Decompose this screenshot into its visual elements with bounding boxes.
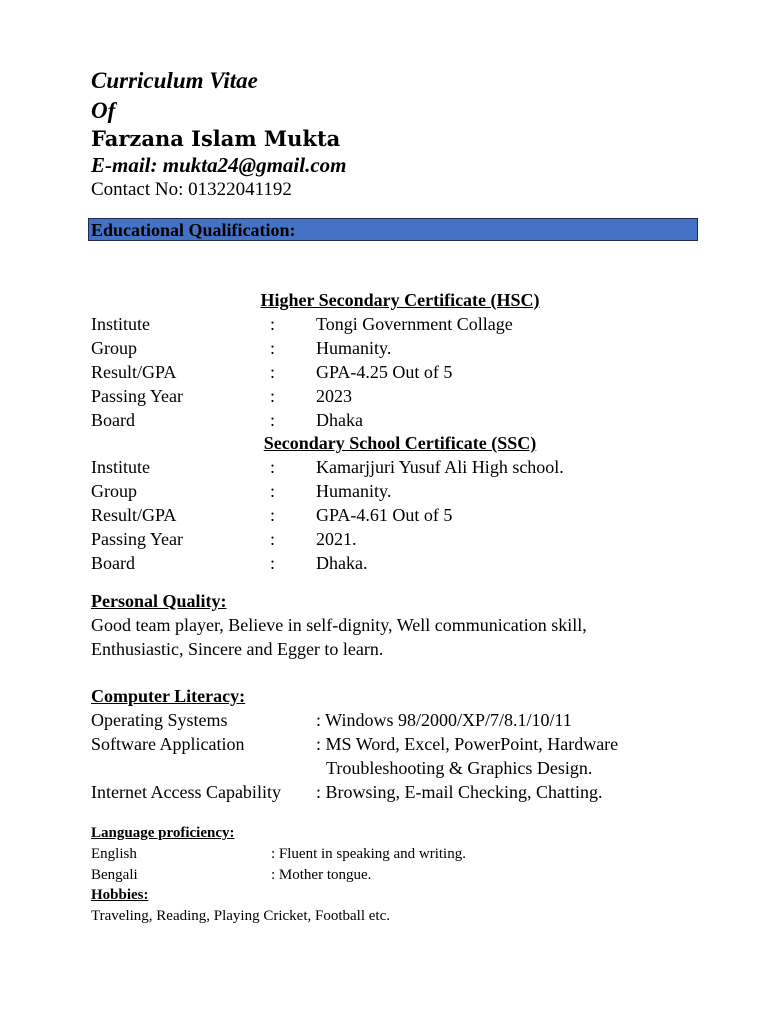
hsc-row-institute [0, 315, 768, 337]
hobbies-text: Traveling, Reading, Playing Cricket, Football etc. [91, 908, 390, 924]
applicant-email: E-mail: mukta24@gmail.com [91, 153, 347, 177]
ssc-label: Result/GPA [91, 505, 177, 525]
ssc-value: Kamarjjuri Yusuf Ali High school. [316, 457, 564, 477]
hsc-label: Group [91, 338, 137, 358]
separator: : [270, 386, 276, 406]
hsc-row-group [0, 339, 768, 361]
ssc-label: Passing Year [91, 529, 184, 549]
ssc-value: 2021. [316, 529, 357, 549]
personal-quality-heading: Personal Quality: [91, 591, 227, 611]
personal-quality-line1: Good team player, Believe in self-dignity, Well communication skill, [91, 615, 587, 635]
language-value: : Fluent in speaking and writing. [271, 846, 466, 862]
separator: : [270, 362, 276, 382]
ssc-row-group [0, 482, 768, 504]
ssc-row-passing-year [0, 530, 768, 552]
separator: : [270, 529, 276, 549]
hsc-value: 2023 [316, 386, 352, 406]
ssc-label: Board [91, 553, 135, 573]
hsc-label: Result/GPA [91, 362, 177, 382]
hsc-label: Institute [91, 314, 150, 334]
computer-value: : MS Word, Excel, PowerPoint, Hardware [316, 734, 619, 754]
ssc-value: Humanity. [316, 481, 392, 501]
language-label: English [91, 846, 137, 862]
computer-label: Internet Access Capability [91, 782, 281, 802]
ssc-row-institute [0, 458, 768, 480]
ssc-row-result [0, 506, 768, 528]
education-section-title: Educational Qualification: [91, 220, 296, 240]
separator: : [270, 481, 276, 501]
separator: : [270, 457, 276, 477]
applicant-name: Farzana Islam Mukta [91, 126, 341, 151]
cv-title-line2: Of [91, 98, 116, 123]
hobbies-heading: Hobbies: [91, 887, 149, 903]
ssc-row-board [0, 554, 768, 576]
hsc-title: Higher Secondary Certificate (HSC) [260, 290, 540, 310]
education-section-bar [88, 218, 698, 241]
hsc-row-board [0, 411, 768, 433]
hsc-value: Tongi Government Collage [316, 314, 513, 334]
ssc-title: Secondary School Certificate (SSC) [263, 433, 537, 453]
ssc-value: GPA-4.61 Out of 5 [316, 505, 453, 525]
hsc-value: Dhaka [316, 410, 363, 430]
hsc-label: Passing Year [91, 386, 184, 406]
computer-label: Software Application [91, 734, 245, 754]
hsc-row-result [0, 363, 768, 385]
computer-value-continued: Troubleshooting & Graphics Design. [326, 758, 593, 778]
separator: : [270, 338, 276, 358]
computer-label: Operating Systems [91, 710, 228, 730]
language-heading: Language proficiency: [91, 825, 235, 841]
applicant-contact: Contact No: 01322041192 [91, 179, 292, 200]
computer-literacy-heading: Computer Literacy: [91, 686, 246, 706]
hsc-value: Humanity. [316, 338, 392, 358]
ssc-label: Group [91, 481, 137, 501]
separator: : [270, 410, 276, 430]
separator: : [270, 505, 276, 525]
personal-quality-line2: Enthusiastic, Sincere and Egger to learn. [91, 639, 384, 659]
ssc-value: Dhaka. [316, 553, 368, 573]
computer-value: : Browsing, E-mail Checking, Chatting. [316, 782, 603, 802]
ssc-label: Institute [91, 457, 150, 477]
hsc-label: Board [91, 410, 135, 430]
separator: : [270, 553, 276, 573]
hsc-row-passing-year [0, 387, 768, 409]
language-value: : Mother tongue. [271, 867, 372, 883]
cv-title-line1: Curriculum Vitae [91, 68, 258, 93]
language-label: Bengali [91, 867, 138, 883]
computer-value: : Windows 98/2000/XP/7/8.1/10/11 [316, 710, 572, 730]
separator: : [270, 314, 276, 334]
hsc-value: GPA-4.25 Out of 5 [316, 362, 453, 382]
